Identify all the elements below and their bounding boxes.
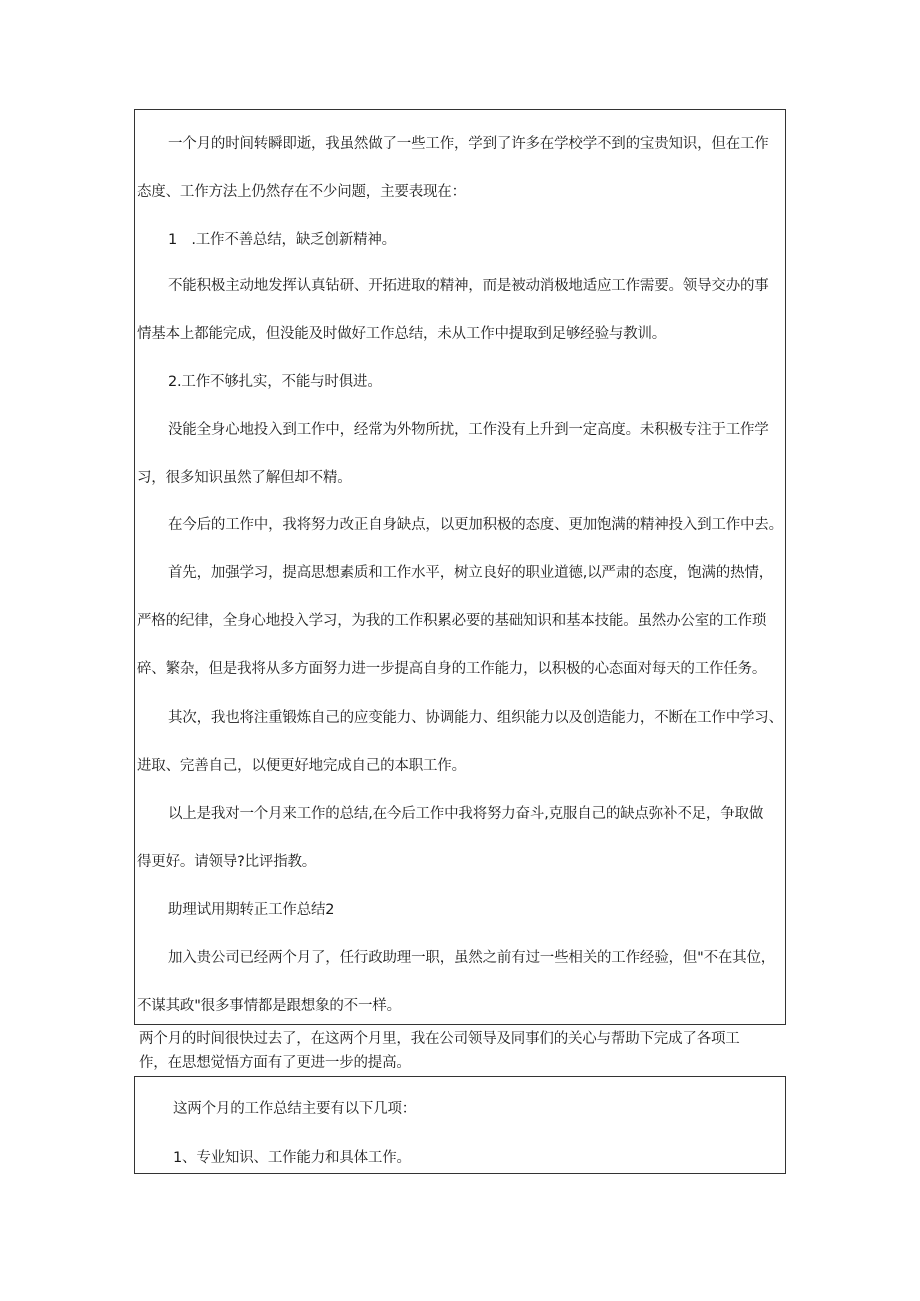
content-box-1 bbox=[134, 109, 786, 1025]
heading-1: 1 .工作不善总结，缺乏创新精神。 bbox=[168, 232, 396, 248]
paragraph-1-line-2: 态度、工作方法上仍然存在不少问题，主要表现在： bbox=[137, 184, 466, 200]
paragraph-5-line-1: 首先，加强学习，提高思想素质和工作水平，树立良好的职业道德,以严肃的态度，饱满的热情， bbox=[168, 565, 774, 581]
paragraph-6-line-2: 进取、完善自己，以便更好地完成自己的本职工作。 bbox=[137, 758, 466, 774]
paragraph-3-line-2: 习，很多知识虽然了解但却不精。 bbox=[137, 470, 352, 486]
paragraph-3-line-1: 没能全身心地投入到工作中，经常为外物所扰，工作没有上升到一定高度。未积极专注于工作学 bbox=[168, 422, 769, 438]
paragraph-1-line-1: 一个月的时间转瞬即逝，我虽然做了一些工作，学到了许多在学校学不到的宝贵知识，但在工作 bbox=[168, 136, 769, 152]
paragraph-6-line-1: 其次，我也将注重锻炼自己的应变能力、协调能力、组织能力以及创造能力，不断在工作中学习、 bbox=[168, 710, 783, 726]
heading-2: 2.工作不够扎实，不能与时俱进。 bbox=[168, 374, 382, 390]
section-title-2: 助理试用期转正工作总结2 bbox=[168, 902, 335, 918]
summary-intro: 这两个月的工作总结主要有以下几项： bbox=[173, 1101, 417, 1117]
paragraph-2-line-1: 不能积极主动地发挥认真钻研、开拓进取的精神，而是被动消极地适应工作需要。领导交办的事 bbox=[168, 278, 769, 294]
summary-item-1: 1、专业知识、工作能力和具体工作。 bbox=[173, 1150, 411, 1166]
paragraph-5-line-3: 碎、繁杂，但是我将从多方面努力进一步提高自身的工作能力，以积极的心态面对每天的工作任务。 bbox=[137, 661, 767, 677]
paragraph-4-line-1: 在今后的工作中，我将努力改正自身缺点，以更加积极的态度、更加饱满的精神投入到工作中去。 bbox=[168, 517, 783, 533]
paragraph-5-line-2: 严格的纪律，全身心地投入学习，为我的工作积累必要的基础知识和基本技能。虽然办公室的工作琐 bbox=[137, 613, 767, 629]
paragraph-2-line-2: 情基本上都能完成，但没能及时做好工作总结，未从工作中提取到足够经验与教训。 bbox=[137, 326, 667, 342]
paragraph-7-line-1: 以上是我对一个月来工作的总结,在今后工作中我将努力奋斗,克服自己的缺点弥补不足，争取做 bbox=[168, 806, 764, 822]
middle-paragraph-line-2: 作，在思想觉悟方面有了更进一步的提高。 bbox=[139, 1055, 411, 1071]
middle-paragraph-line-1: 两个月的时间很快过去了，在这两个月里，我在公司领导及同事们的关心与帮助下完成了各项工 bbox=[139, 1031, 740, 1047]
content-box-2 bbox=[134, 1076, 786, 1174]
paragraph-8-line-1: 加入贵公司已经两个月了，任行政助理一职，虽然之前有过一些相关的工作经验，但"不在其位， bbox=[168, 950, 776, 966]
paragraph-7-line-2: 得更好。请领导?比评指教。 bbox=[137, 854, 317, 870]
paragraph-8-line-2: 不谋其政"很多事情都是跟想象的不一样。 bbox=[137, 998, 401, 1014]
